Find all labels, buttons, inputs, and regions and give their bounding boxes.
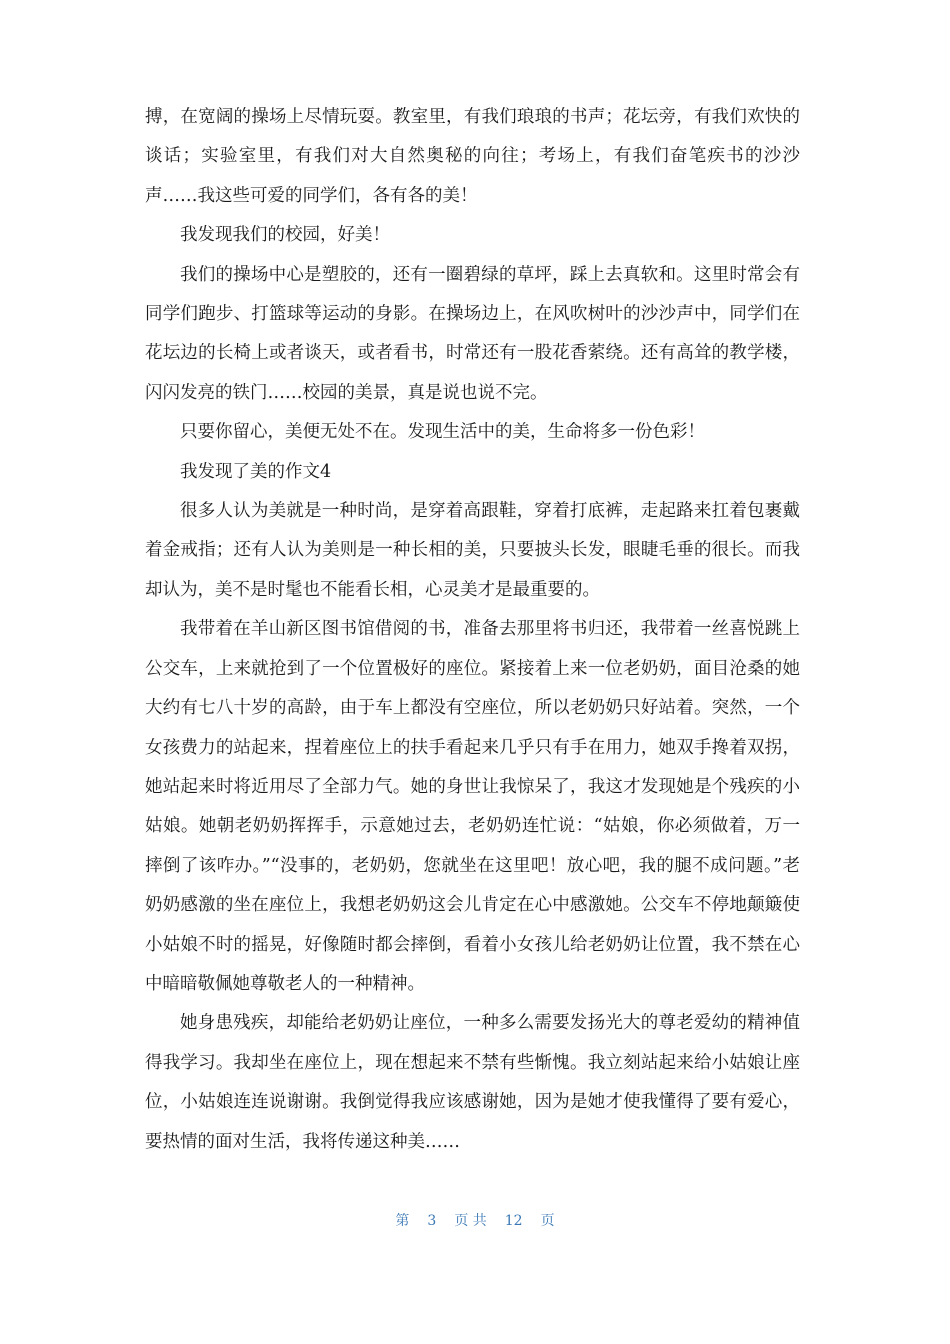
paragraph-2: 我发现我们的校园，好美！ <box>180 225 390 246</box>
paragraph-7: 她身患残疾，却能给老奶奶让座位，一种多么需要发扬光大的尊老爱幼的精神值得我学习。我却坐在座位上，现在想起来不禁有些惭愧。我立刻站起来给小姑娘让座位，小姑娘连连说谢谢。我倒觉得我应该感谢她，因为是她才使我懂得了要有爱心，要热情的面对生活，我将传递这种美…… <box>145 1013 800 1152</box>
footer-prefix: 第 <box>395 1213 410 1229</box>
paragraph-5: 很多人认为美就是一种时尚，是穿着高跟鞋，穿着打底裤，走起路来扛着包裹戴着金戒指；还有人认为美则是一种长相的美，只要披头长发，眼睫毛垂的很长。而我却认为，美不是时髦也不能看长相，心灵美才是最重要的。 <box>145 501 800 600</box>
document-body <box>145 98 800 1162</box>
footer-suffix: 页 <box>540 1213 555 1229</box>
page-footer <box>0 1210 950 1230</box>
footer-middle: 页 共 <box>454 1213 487 1229</box>
footer-page-number: 3 <box>427 1213 437 1229</box>
paragraph-6: 我带着在羊山新区图书馆借阅的书，准备去那里将书归还，我带着一丝喜悦跳上公交车，上来就抢到了一个位置极好的座位。紧接着上来一位老奶奶，面目沧桑的她大约有七八十岁的高龄，由于车上都没有空座位，所以老奶奶只好站着。突然，一个女孩费力的站起来，捏着座位上的扶手看起来几乎只有手在用力，她双手搀着双拐，她站起来时将近用尽了全部力气。她的身世让我惊呆了，我这才发现她是个残疾的小姑娘。她朝老奶奶挥挥手，示意她过去，老奶奶连忙说：“姑娘，你必须做着，万一摔倒了该咋办。”“没事的，老奶奶，您就坐在这里吧！放心吧，我的腿不成问题。”老奶奶感激的坐在座位上，我想老奶奶这会儿肯定在心中感激她。公交车不停地颠簸使小姑娘不时的摇晃，好像随时都会摔倒，看着小女孩儿给老奶奶让位置，我不禁在心中暗暗敬佩她尊敬老人的一种精神。 <box>145 619 800 994</box>
paragraph-3: 我们的操场中心是塑胶的，还有一圈碧绿的草坪，踩上去真软和。这里时常会有同学们跑步、打篮球等运动的身影。在操场边上，在风吹树叶的沙沙声中，同学们在花坛边的长椅上或者谈天，或者看书，时常还有一股花香萦绕。还有高耸的教学楼，闪闪发亮的铁门……校园的美景，真是说也说不完。 <box>145 264 800 403</box>
section-heading: 我发现了美的作文4 <box>180 461 332 482</box>
paragraph-1: 搏，在宽阔的操场上尽情玩耍。教室里，有我们琅琅的书声；花坛旁，有我们欢快的谈话；实验室里，有我们对大自然奥秘的向往；考场上，有我们奋笔疾书的沙沙声……我这些可爱的同学们，各有各的美！ <box>145 107 800 206</box>
footer-total-pages: 12 <box>504 1213 523 1229</box>
paragraph-4: 只要你留心，美便无处不在。发现生活中的美，生命将多一份色彩！ <box>180 422 705 443</box>
